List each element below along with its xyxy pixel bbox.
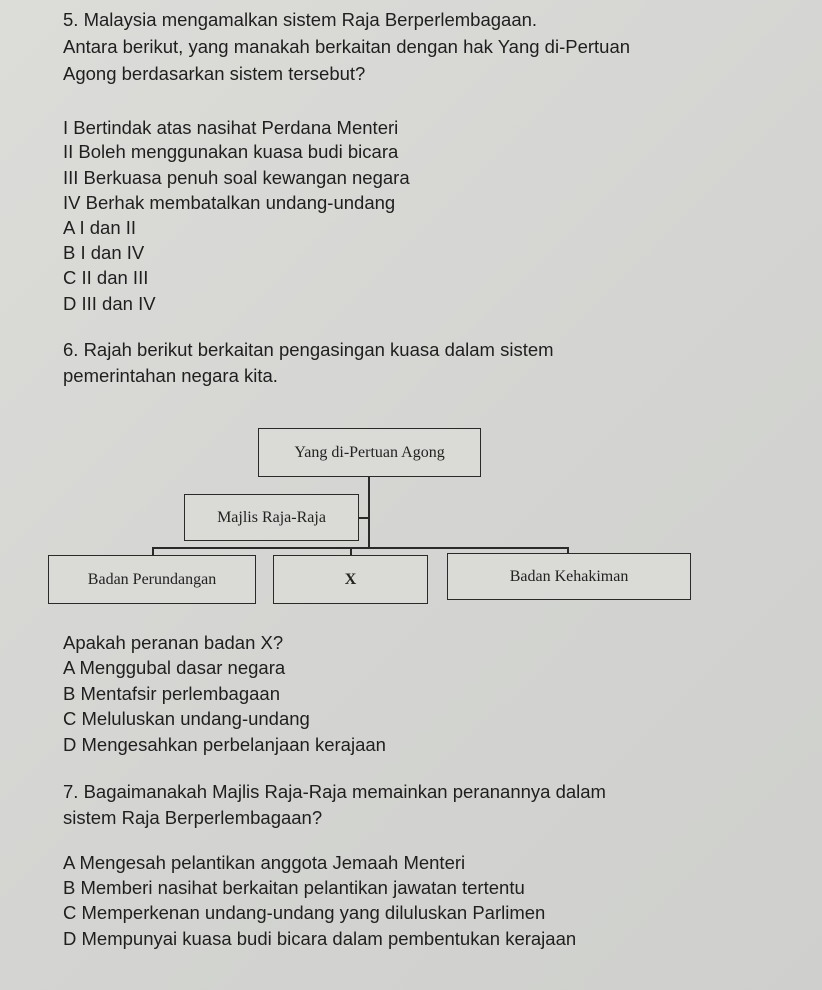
question-text: Antara berikut, yang manakah berkaitan dengan hak Yang di-Pertuan: [63, 36, 631, 57]
option-d: D III dan IV: [63, 293, 156, 314]
statement: IV Berhak membatalkan undang-undang: [63, 192, 396, 213]
question-text: 7. Bagaimanakah Majlis Raja-Raja memainkan peranannya dalam: [63, 781, 606, 802]
connector-line: [368, 476, 370, 548]
option-c: C II dan III: [63, 267, 149, 288]
box-yang-di-pertuan-agong: Yang di-Pertuan Agong: [258, 428, 481, 477]
option-a: A Mengesah pelantikan anggota Jemaah Menteri: [63, 852, 466, 873]
option-b: B Mentafsir perlembagaan: [63, 683, 280, 704]
connector-line: [358, 517, 369, 519]
option-c: C Meluluskan undang-undang: [63, 708, 310, 729]
statement: II Boleh menggunakan kuasa budi bicara: [63, 141, 399, 162]
option-a: A Menggubal dasar negara: [63, 657, 286, 678]
statement: I Bertindak atas nasihat Perdana Menteri: [63, 117, 399, 138]
option-d: D Mengesahkan perbelanjaan kerajaan: [63, 734, 386, 755]
option-b: B Memberi nasihat berkaitan pelantikan jawatan tertentu: [63, 877, 525, 898]
connector-line: [350, 547, 352, 555]
question-text: Apakah peranan badan X?: [63, 632, 284, 653]
question-text: pemerintahan negara kita.: [63, 365, 278, 386]
box-majlis-raja-raja: Majlis Raja-Raja: [184, 494, 359, 541]
box-x: X: [273, 555, 428, 604]
question-text: 6. Rajah berikut berkaitan pengasingan kuasa dalam sistem: [63, 339, 554, 360]
box-badan-perundangan: Badan Perundangan: [48, 555, 256, 604]
option-d: D Mempunyai kuasa budi bicara dalam pembentukan kerajaan: [63, 928, 577, 949]
option-c: C Memperkenan undang-undang yang diluluskan Parlimen: [63, 902, 546, 923]
box-badan-kehakiman: Badan Kehakiman: [447, 553, 691, 600]
option-b: B I dan IV: [63, 242, 145, 263]
statement: III Berkuasa penuh soal kewangan negara: [63, 167, 410, 188]
option-a: A I dan II: [63, 217, 137, 238]
question-text: sistem Raja Berperlembagaan?: [63, 807, 323, 828]
connector-line: [152, 547, 568, 549]
connector-line: [152, 547, 154, 555]
question-text: Agong berdasarkan sistem tersebut?: [63, 63, 366, 84]
question-text: 5. Malaysia mengamalkan sistem Raja Berperlembagaan.: [63, 9, 538, 30]
